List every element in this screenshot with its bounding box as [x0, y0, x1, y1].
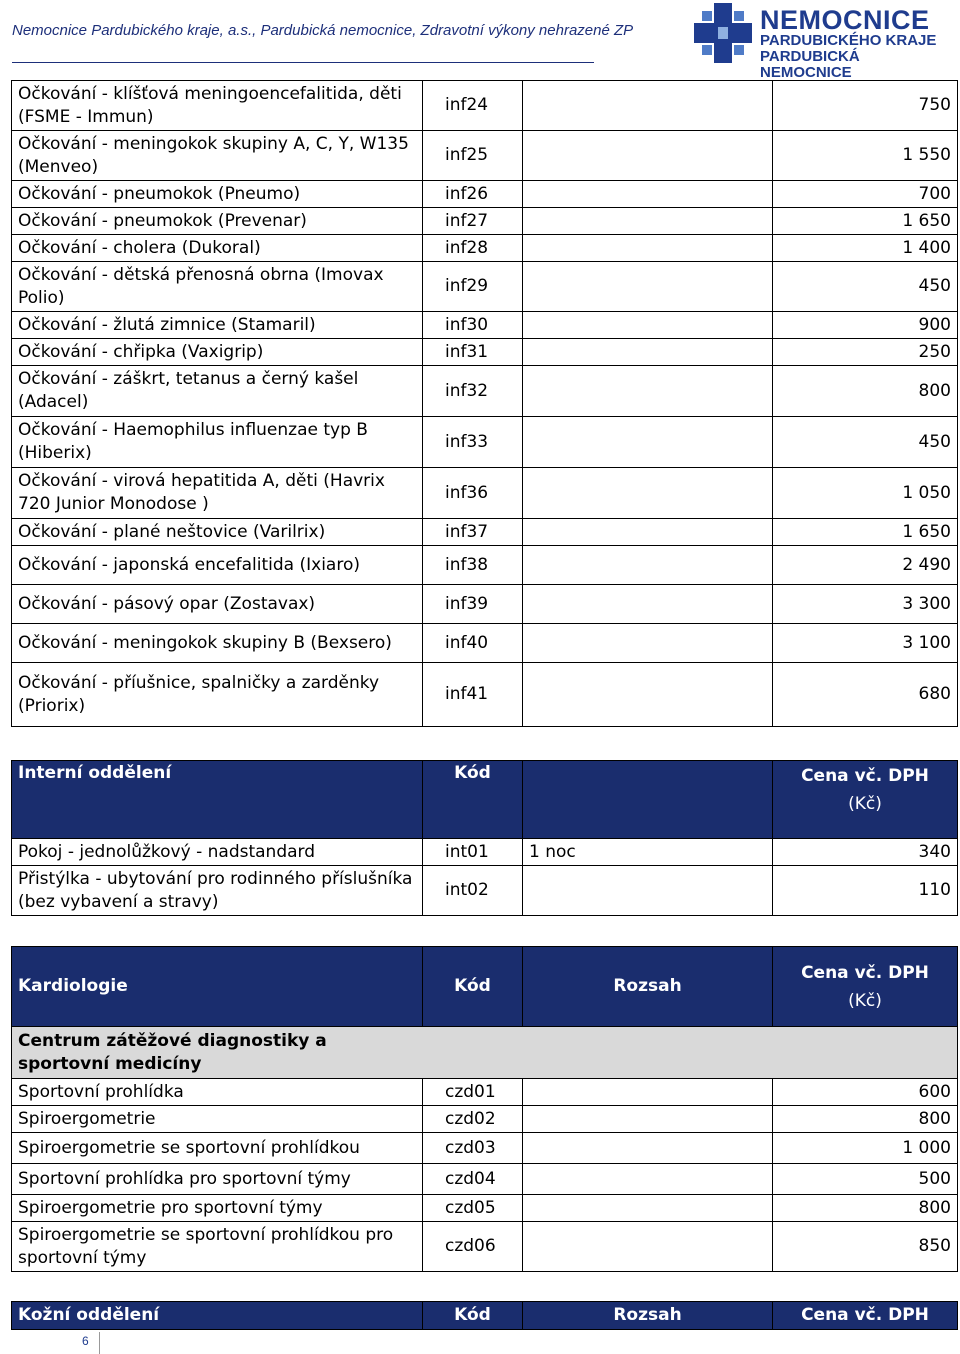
item-name: Očkování - pásový opar (Zostavax): [12, 585, 423, 624]
logo-title: NEMOCNICE: [760, 5, 930, 35]
item-code: inf32: [423, 366, 523, 417]
price-header-line1: Cena vč. DPH: [801, 962, 929, 983]
item-code: int01: [423, 839, 523, 866]
item-price: 1 050: [773, 468, 958, 519]
item-code: inf37: [423, 519, 523, 546]
item-range: 1 noc: [523, 839, 773, 866]
dermatology-dept-label: Kožní oddělení: [12, 1302, 423, 1330]
item-range: [523, 468, 773, 519]
item-code: inf36: [423, 468, 523, 519]
item-range: [523, 417, 773, 468]
item-range: [523, 1164, 773, 1195]
item-name: Spiroergometrie se sportovní prohlídkou pro sportovní týmy: [12, 1222, 423, 1272]
table-row: [12, 663, 958, 727]
price-header-line2: (Kč): [848, 990, 882, 1011]
section-title: Centrum zátěžové diagnostiky a sportovní medicíny: [12, 1027, 423, 1079]
table-row: [12, 81, 958, 131]
item-range: [523, 181, 773, 208]
table-row: [12, 624, 958, 663]
item-range: [523, 585, 773, 624]
item-name: Pokoj - jednolůžkový - nadstandard: [12, 839, 423, 866]
item-price: 800: [773, 1106, 958, 1133]
item-price: 450: [773, 262, 958, 312]
table-row: [12, 262, 958, 312]
section-row: [12, 1027, 958, 1079]
dermatology-range-header: Rozsah: [523, 1302, 773, 1330]
item-code: inf29: [423, 262, 523, 312]
item-name: Spiroergometrie: [12, 1106, 423, 1133]
item-code: czd02: [423, 1106, 523, 1133]
item-name: Očkování - plané neštovice (Varilrix): [12, 519, 423, 546]
item-code: inf39: [423, 585, 523, 624]
logo-subtitle-2: PARDUBICKÁ NEMOCNICE: [760, 48, 860, 81]
item-name: Očkování - virová hepatitida A, děti (Havrix 720 Junior Monodose ): [12, 468, 423, 519]
dermatology-code-header: Kód: [423, 1302, 523, 1330]
item-range: [523, 1079, 773, 1106]
item-price: 1 650: [773, 519, 958, 546]
table-row: [12, 1133, 958, 1164]
price-header-line2: (Kč): [848, 794, 882, 814]
table-row: [12, 546, 958, 585]
item-name: Přistýlka - ubytování pro rodinného příslušníka (bez vybavení a stravy): [12, 866, 423, 916]
item-price: 680: [773, 663, 958, 727]
item-range: [523, 366, 773, 417]
item-price: 800: [773, 1195, 958, 1222]
item-range: [523, 312, 773, 339]
table-row: [12, 312, 958, 339]
item-range: [523, 866, 773, 916]
hospital-logo: [692, 3, 954, 81]
table-row: [12, 208, 958, 235]
table-row: [12, 1222, 958, 1272]
item-code: czd06: [423, 1222, 523, 1272]
table-row: [12, 366, 958, 417]
item-range: [523, 663, 773, 727]
item-price: 1 650: [773, 208, 958, 235]
cardiology-range-header: Rozsah: [523, 947, 773, 1027]
table-row: [12, 235, 958, 262]
item-code: inf28: [423, 235, 523, 262]
cardiology-table: [11, 946, 958, 1272]
table-row: [12, 1106, 958, 1133]
dermatology-header-row: [12, 1302, 958, 1330]
item-price: 2 490: [773, 546, 958, 585]
item-price: 340: [773, 839, 958, 866]
item-price: 750: [773, 81, 958, 131]
item-range: [523, 235, 773, 262]
item-code: inf25: [423, 131, 523, 181]
item-name: Očkování - pneumokok (Pneumo): [12, 181, 423, 208]
table-row: [12, 1164, 958, 1195]
item-range: [523, 519, 773, 546]
internal-code-header: Kód: [423, 761, 523, 839]
cardiology-price-header: [773, 947, 958, 1027]
item-code: czd01: [423, 1079, 523, 1106]
document-header: Nemocnice Pardubického kraje, a.s., Pardubická nemocnice, Zdravotní výkony nehrazené ZP: [12, 22, 634, 39]
item-name: Očkování - klíšťová meningoencefalitida, děti (FSME - Immun): [12, 81, 423, 131]
table-row: [12, 866, 958, 916]
item-range: [523, 1133, 773, 1164]
item-code: inf27: [423, 208, 523, 235]
item-name: Očkování - dětská přenosná obrna (Imovax Polio): [12, 262, 423, 312]
item-code: czd03: [423, 1133, 523, 1164]
table-row: [12, 181, 958, 208]
item-price: 1 550: [773, 131, 958, 181]
item-name: Očkování - Haemophilus influenzae typ B (Hiberix): [12, 417, 423, 468]
item-range: [523, 546, 773, 585]
table-row: [12, 339, 958, 366]
internal-dept-table: [11, 760, 958, 916]
item-code: int02: [423, 866, 523, 916]
item-range: [523, 624, 773, 663]
table-row: [12, 1079, 958, 1106]
table-row: [12, 468, 958, 519]
dermatology-price-header: Cena vč. DPH: [773, 1302, 958, 1330]
item-code: czd04: [423, 1164, 523, 1195]
item-range: [523, 1222, 773, 1272]
table-row: [12, 839, 958, 866]
item-price: 600: [773, 1079, 958, 1106]
item-name: Očkování - žlutá zimnice (Stamaril): [12, 312, 423, 339]
item-code: inf33: [423, 417, 523, 468]
table-row: [12, 417, 958, 468]
item-code: czd05: [423, 1195, 523, 1222]
item-code: inf24: [423, 81, 523, 131]
internal-dept-label: Interní oddělení: [12, 761, 423, 839]
item-range: [523, 1106, 773, 1133]
item-name: Sportovní prohlídka: [12, 1079, 423, 1106]
item-price: 700: [773, 181, 958, 208]
item-price: 1 000: [773, 1133, 958, 1164]
price-header-line1: Cena vč. DPH: [801, 766, 929, 786]
page-number-divider: [99, 1332, 100, 1354]
item-name: Očkování - cholera (Dukoral): [12, 235, 423, 262]
item-range: [523, 81, 773, 131]
hospital-logo-icon: [692, 3, 754, 63]
item-price: 3 100: [773, 624, 958, 663]
table-row: [12, 519, 958, 546]
item-price: 850: [773, 1222, 958, 1272]
item-price: 800: [773, 366, 958, 417]
page-number: 6: [82, 1334, 89, 1348]
item-price: 250: [773, 339, 958, 366]
item-range: [523, 339, 773, 366]
internal-header-row: [12, 761, 958, 839]
item-range: [523, 1195, 773, 1222]
dermatology-table: [11, 1301, 958, 1330]
item-price: 450: [773, 417, 958, 468]
table-row: [12, 585, 958, 624]
item-range: [523, 262, 773, 312]
item-name: Očkování - chřipka (Vaxigrip): [12, 339, 423, 366]
item-name: Očkování - pneumokok (Prevenar): [12, 208, 423, 235]
item-code: inf30: [423, 312, 523, 339]
item-price: 500: [773, 1164, 958, 1195]
item-range: [523, 131, 773, 181]
item-code: inf26: [423, 181, 523, 208]
cardiology-code-header: Kód: [423, 947, 523, 1027]
header-rule: [12, 62, 594, 63]
vaccination-table: [11, 80, 958, 727]
item-name: Spiroergometrie se sportovní prohlídkou: [12, 1133, 423, 1164]
cardiology-header-row: [12, 947, 958, 1027]
item-name: Očkování - japonská encefalitida (Ixiaro): [12, 546, 423, 585]
item-name: Sportovní prohlídka pro sportovní týmy: [12, 1164, 423, 1195]
item-price: 900: [773, 312, 958, 339]
item-name: Očkování - příušnice, spalničky a zarděnky (Priorix): [12, 663, 423, 727]
table-row: [12, 1195, 958, 1222]
item-code: inf38: [423, 546, 523, 585]
item-name: Očkování - meningokok skupiny A, C, Y, W135 (Menveo): [12, 131, 423, 181]
item-code: inf40: [423, 624, 523, 663]
item-code: inf31: [423, 339, 523, 366]
item-price: 110: [773, 866, 958, 916]
item-name: Očkování - meningokok skupiny B (Bexsero): [12, 624, 423, 663]
item-price: 3 300: [773, 585, 958, 624]
table-row: [12, 131, 958, 181]
item-name: Očkování - záškrt, tetanus a černý kašel (Adacel): [12, 366, 423, 417]
item-code: inf41: [423, 663, 523, 727]
item-range: [523, 208, 773, 235]
internal-price-header: [773, 761, 958, 839]
item-price: 1 400: [773, 235, 958, 262]
cardiology-dept-label: Kardiologie: [12, 947, 423, 1027]
logo-subtitle: PARDUBICKÉHO KRAJE: [760, 32, 937, 49]
item-name: Spiroergometrie pro sportovní týmy: [12, 1195, 423, 1222]
